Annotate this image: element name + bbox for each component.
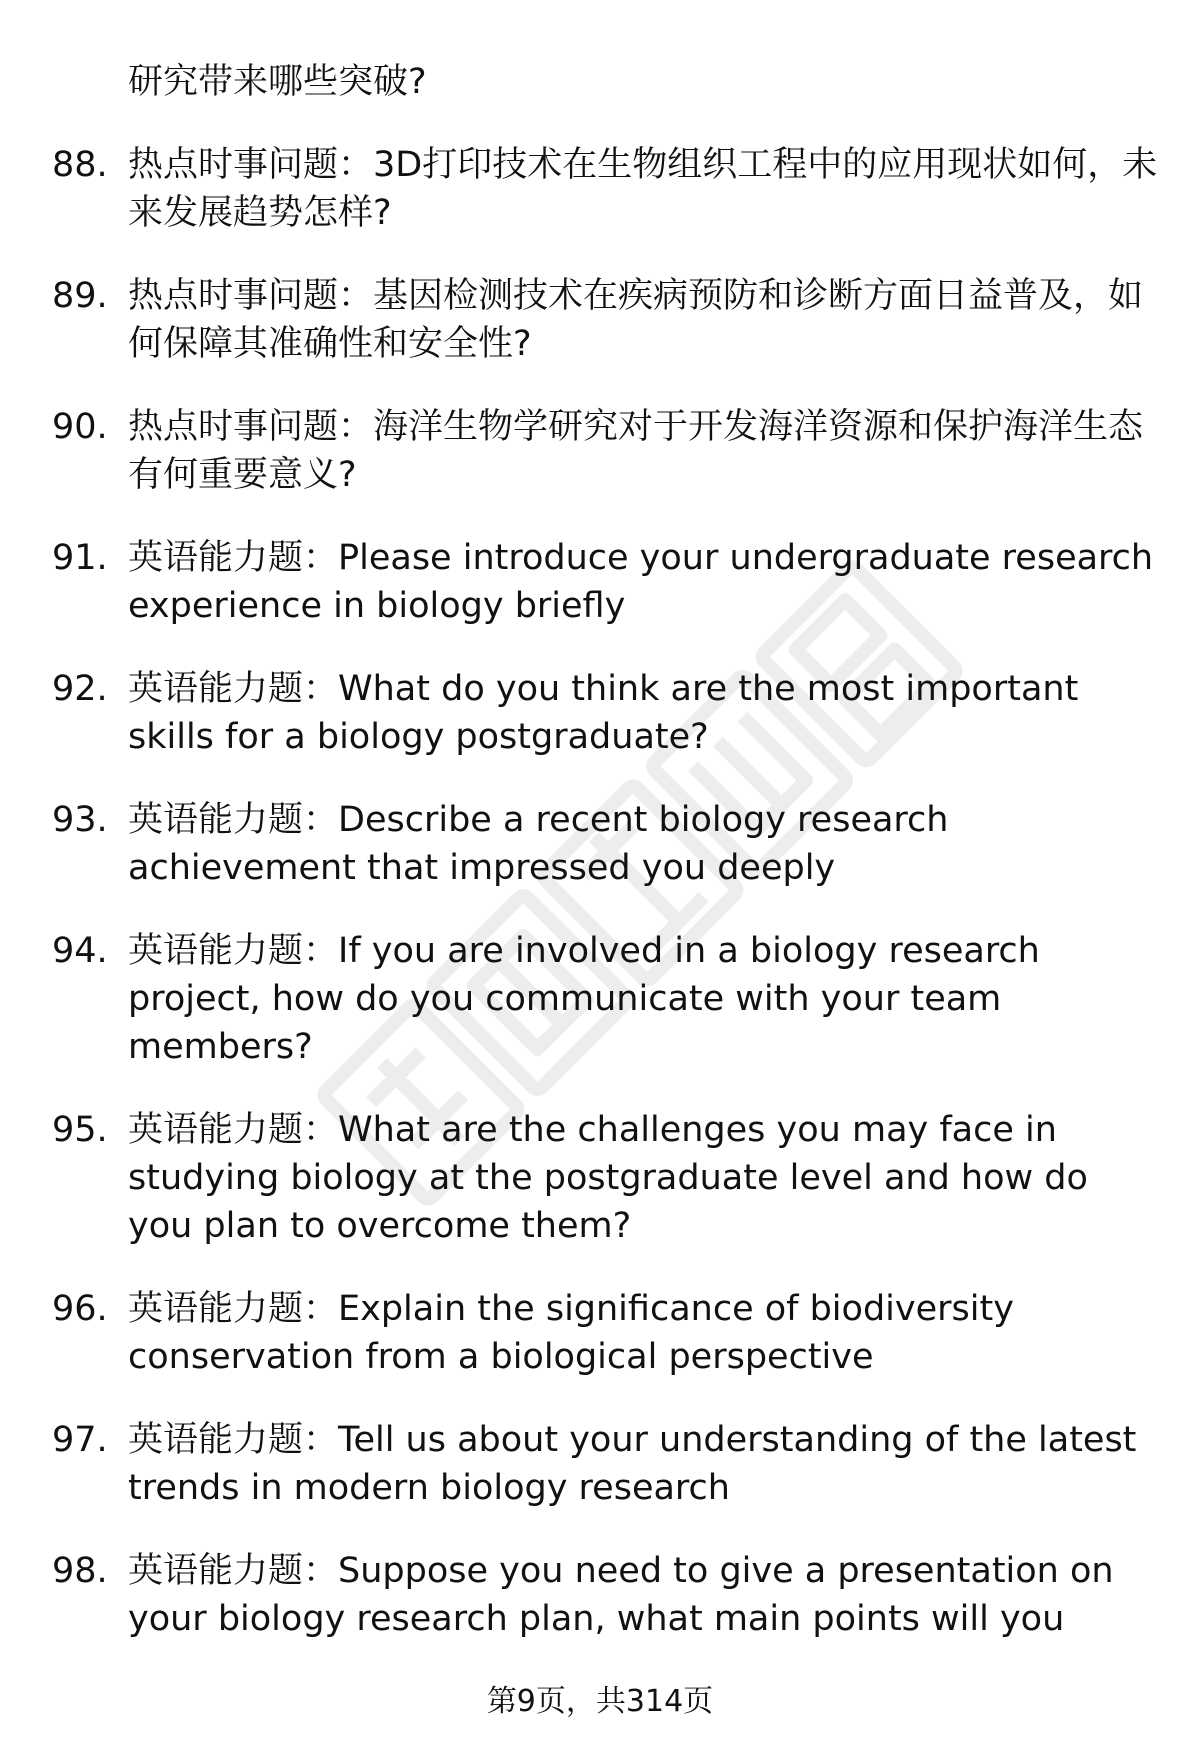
question-body bbox=[128, 1416, 1162, 1512]
question-body bbox=[128, 1106, 1162, 1250]
question-category: 英语能力题： bbox=[128, 931, 339, 971]
question-item bbox=[52, 403, 1162, 499]
question-category: 热点时事问题： bbox=[128, 145, 374, 185]
question-body bbox=[128, 403, 1162, 499]
question-list bbox=[52, 58, 1162, 1643]
question-text: 3D打印技术在生物组织工程中的应用现状如何，未来发展趋势怎样? bbox=[128, 145, 1158, 233]
question-text: Describe a recent biology research achievement that impressed you deeply bbox=[128, 800, 949, 888]
question-number: 92. bbox=[52, 669, 108, 709]
question-text: What are the challenges you may face in studying biology at the postgraduate level and how do you plan to overcome them? bbox=[128, 1110, 1088, 1246]
question-number: 94. bbox=[52, 931, 108, 971]
question-body bbox=[128, 1547, 1162, 1643]
question-category: 英语能力题： bbox=[128, 1110, 339, 1150]
question-text: Please introduce your undergraduate research experience in biology briefly bbox=[128, 538, 1154, 626]
question-category: 英语能力题： bbox=[128, 800, 339, 840]
question-body bbox=[128, 665, 1162, 761]
question-item bbox=[52, 1285, 1162, 1381]
question-text: 基因检测技术在疾病预防和诊断方面日益普及，如何保障其准确性和安全性? bbox=[128, 276, 1144, 364]
question-category: 英语能力题： bbox=[128, 669, 339, 709]
question-text: Explain the significance of biodiversity conservation from a biological perspective bbox=[128, 1289, 1014, 1377]
question-number: 91. bbox=[52, 538, 108, 578]
question-number: 88. bbox=[52, 145, 108, 185]
question-text: 海洋生物学研究对于开发海洋资源和保护海洋生态有何重要意义? bbox=[128, 407, 1144, 495]
question-category: 热点时事问题： bbox=[128, 407, 374, 447]
question-item bbox=[52, 1106, 1162, 1250]
question-body bbox=[128, 927, 1162, 1071]
question-item bbox=[52, 796, 1162, 892]
question-text: If you are involved in a biology research project, how do you communicate with your team members? bbox=[128, 931, 1040, 1067]
question-number: 98. bbox=[52, 1551, 108, 1591]
question-number: 96. bbox=[52, 1289, 108, 1329]
question-category: 英语能力题： bbox=[128, 538, 339, 578]
question-item bbox=[52, 665, 1162, 761]
question-category: 英语能力题： bbox=[128, 1420, 339, 1460]
question-text: Tell us about your understanding of the latest trends in modern biology research bbox=[128, 1420, 1137, 1508]
question-number: 89. bbox=[52, 276, 108, 316]
question-item bbox=[52, 927, 1162, 1071]
question-body bbox=[128, 1285, 1162, 1381]
question-body bbox=[128, 796, 1162, 892]
question-category: 英语能力题： bbox=[128, 1289, 339, 1329]
question-item bbox=[52, 272, 1162, 368]
question-number: 97. bbox=[52, 1420, 108, 1460]
question-body bbox=[128, 141, 1162, 237]
question-body bbox=[128, 534, 1162, 630]
continuation-line: 研究带来哪些突破? bbox=[128, 62, 427, 102]
question-item bbox=[52, 534, 1162, 630]
question-number: 93. bbox=[52, 800, 108, 840]
question-item bbox=[52, 1416, 1162, 1512]
question-category: 热点时事问题： bbox=[128, 276, 374, 316]
question-number: 95. bbox=[52, 1110, 108, 1150]
question-item bbox=[52, 141, 1162, 237]
question-category: 英语能力题： bbox=[128, 1551, 339, 1591]
question-number: 90. bbox=[52, 407, 108, 447]
question-text: What do you think are the most important skills for a biology postgraduate? bbox=[128, 669, 1079, 757]
question-text: Suppose you need to give a presentation on your biology research plan, what main points will you bbox=[128, 1551, 1114, 1639]
question-item bbox=[52, 1547, 1162, 1643]
page-footer: 第9页，共314页 bbox=[486, 1684, 714, 1719]
question-body bbox=[128, 272, 1162, 368]
